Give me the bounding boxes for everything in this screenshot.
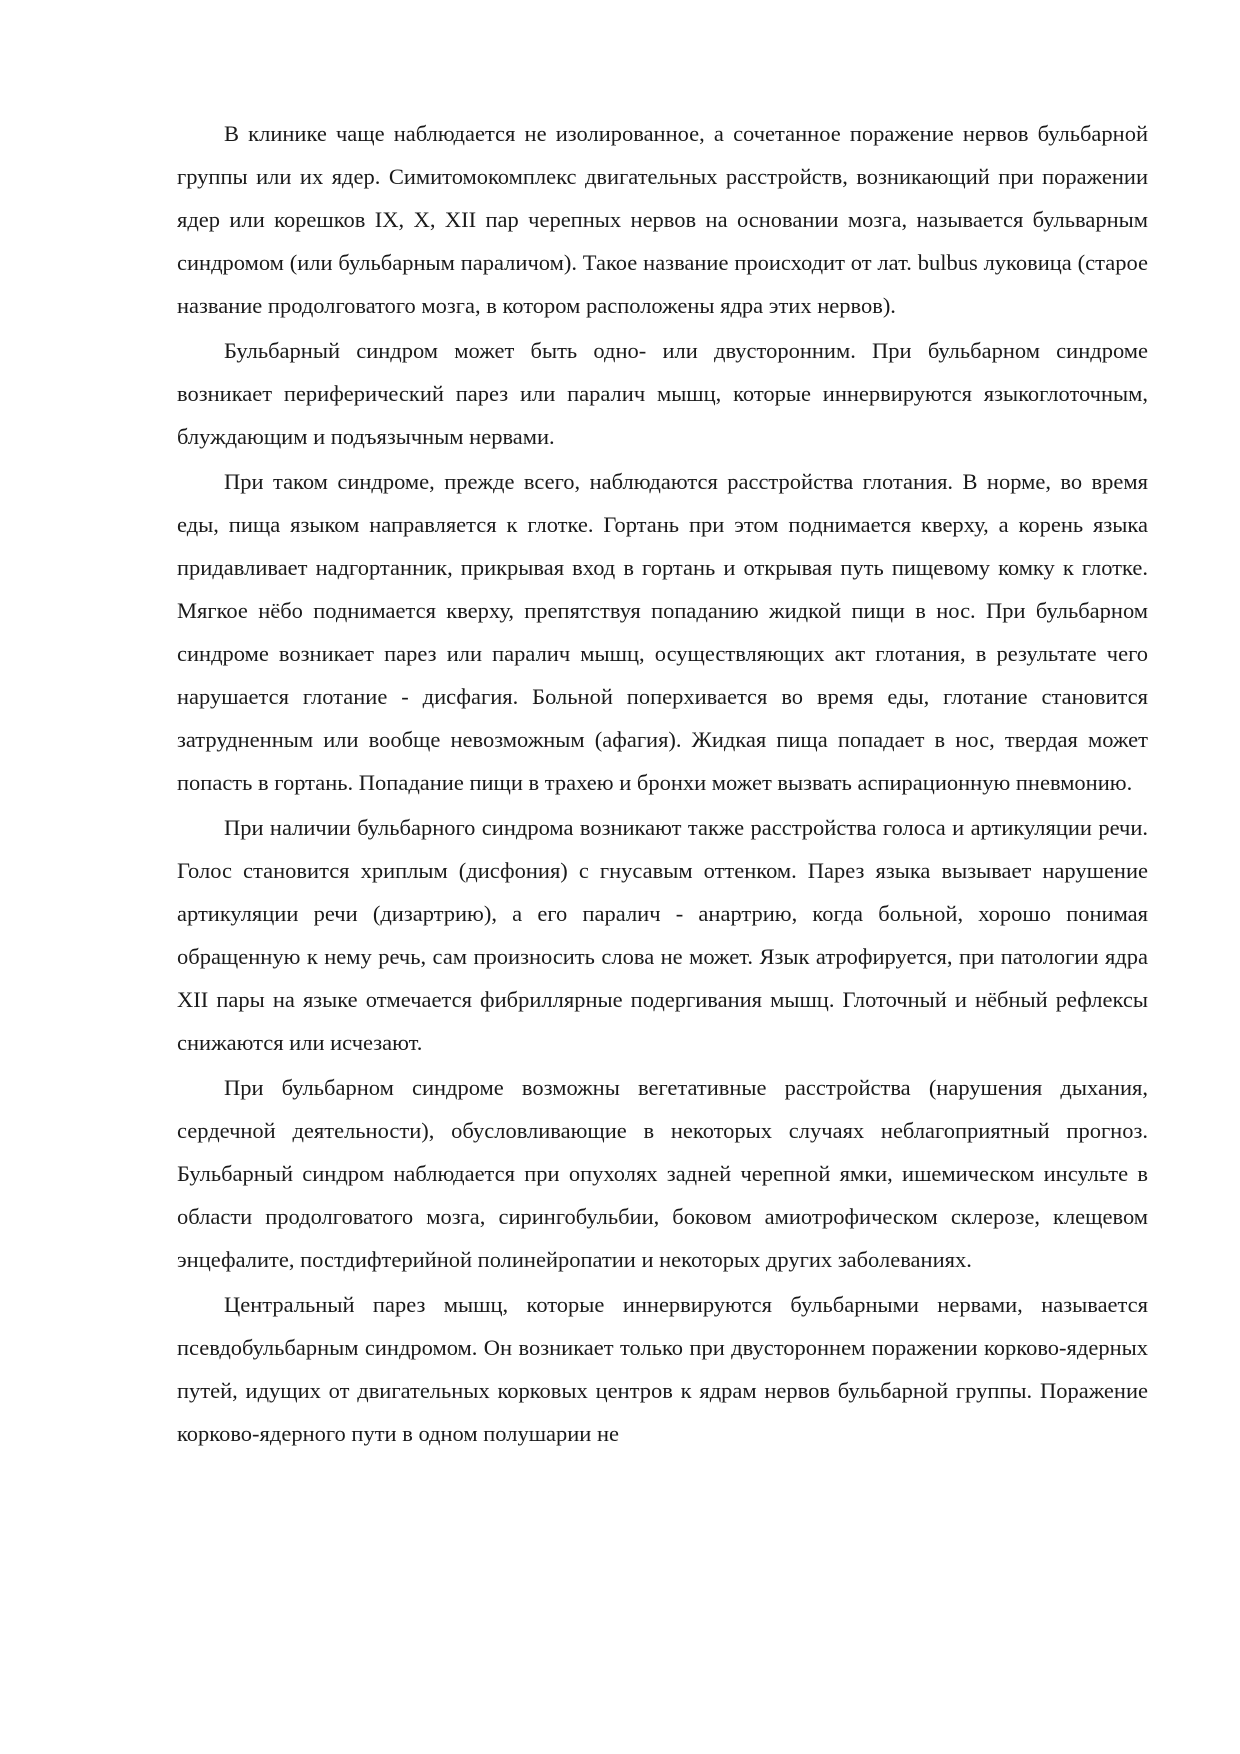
paragraph-bulbar-types: Бульбарный синдром может быть одно- или двусторонним. При бульбарном синдроме возникает периферический парез или паралич мышц, которые иннервируются языкоглоточным, блуждающим и подъязычным нервами. bbox=[177, 338, 1148, 449]
paragraph-bulbar-intro: В клинике чаще наблюдается не изолированное, а сочетанное поражение нервов бульбарной группы или их ядер. Симитомокомплекс двигательных расстройств, возникающий при поражении ядер или корешков IX, X, XII пар черепных нервов на основании мозга, называется бульварным синдромом (или бульбарным параличом). Такое название происходит от лат. bulbus луковица (старое название продолговатого мозга, в котором расположены ядра этих нервов). bbox=[177, 121, 1148, 318]
document-page bbox=[177, 112, 1148, 1712]
paragraph-pseudobulbar-syndrome: Центральный парез мышц, которые иннервируются бульбарными нервами, называется псевдобульбарным синдромом. Он возникает только при двустороннем поражении корково-ядерных путей, идущих от двигательных корковых центров к ядрам нервов бульбарной группы. Поражение корково-ядерного пути в одном полушарии не bbox=[177, 1292, 1148, 1446]
paragraph-voice-speech-disorders: При наличии бульбарного синдрома возникают также расстройства голоса и артикуляции речи. Голос становится хриплым (дисфония) с гнусавым оттенком. Парез языка вызывает нарушение артикуляции речи (дизартрию), а его паралич - анартрию, когда больной, хорошо понимая обращенную к нему речь, сам произносить слова не может. Язык атрофируется, при патологии ядра XII пары на языке отмечается фибриллярные подергивания мышц. Глоточный и нёбный рефлексы снижаются или исчезают. bbox=[177, 815, 1148, 1055]
paragraph-swallowing-disorders: При таком синдроме, прежде всего, наблюдаются расстройства глотания. В норме, во время еды, пища языком направляется к глотке. Гортань при этом поднимается кверху, а корень языка придавливает надгортанник, прикрывая вход в гортань и открывая путь пищевому комку к глотке. Мягкое нёбо поднимается кверху, препятствуя попаданию жидкой пищи в нос. При бульбарном синдроме возникает парез или паралич мышц, осуществляющих акт глотания, в результате чего нарушается глотание - дисфагия. Больной поперхивается во время еды, глотание становится затрудненным или вообще невозможным (афагия). Жидкая пища попадает в нос, твердая может попасть в гортань. Попадание пищи в трахею и бронхи может вызвать аспирационную пневмонию. bbox=[177, 469, 1148, 795]
paragraph-vegetative-disorders: При бульбарном синдроме возможны вегетативные расстройства (нарушения дыхания, сердечной деятельности), обусловливающие в некоторых случаях неблагоприятный прогноз. Бульбарный синдром наблюдается при опухолях задней черепной ямки, ишемическом инсульте в области продолговатого мозга, сирингобульбии, боковом амиотрофическом склерозе, клещевом энцефалите, постдифтерийной полинейропатии и некоторых других заболеваниях. bbox=[177, 1075, 1148, 1272]
